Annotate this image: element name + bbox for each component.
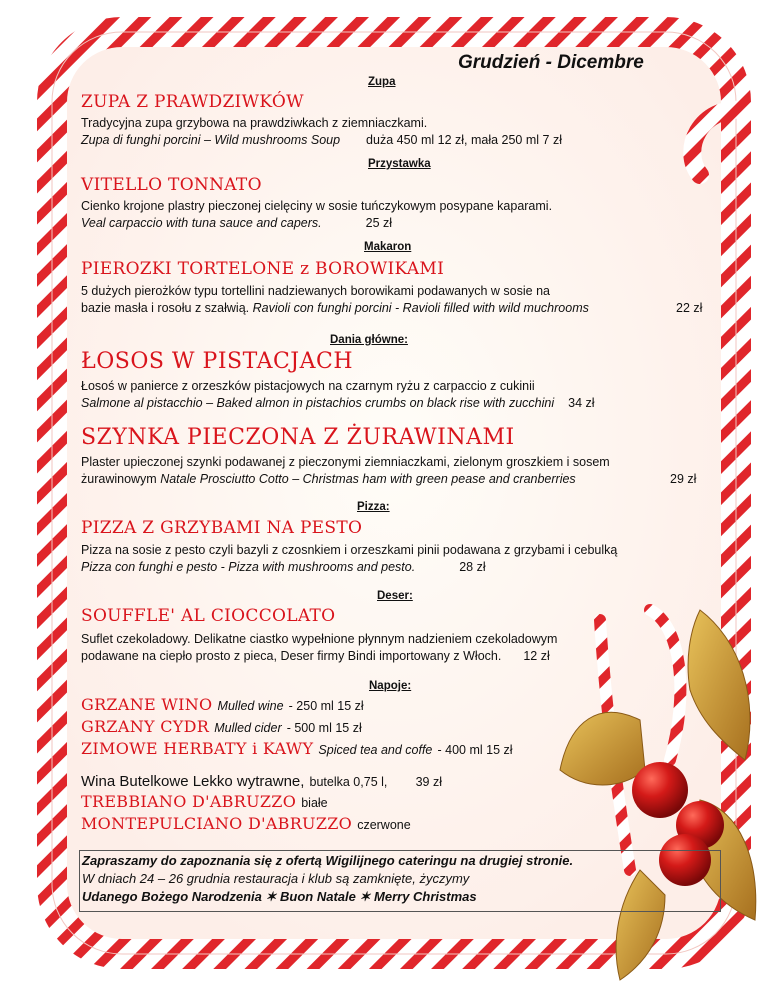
desc-italic: Natale Prosciutto Cotto – Christmas ham with green pease and cranberries: [160, 472, 576, 486]
desc-italic: Salmone al pistacchio – Baked almon in pistachios crumbs on black rise with zucchini: [81, 396, 555, 410]
desc-italic: Veal carpaccio with tuna sauce and capers.: [81, 216, 322, 230]
drink-italic: Spiced tea and coffe: [318, 743, 433, 757]
dish-price: 34 zł: [568, 396, 595, 410]
desc-line: 5 dużych pierożków typu tortellini nadziewanych borowikami podawanych w sosie na: [81, 284, 550, 298]
info-text: [82, 852, 573, 906]
drink-detail: - 500 ml 15 zł: [286, 721, 362, 735]
drink-italic: Mulled wine: [217, 699, 284, 713]
greeting-pl: Udanego Bożego Narodzenia: [82, 889, 262, 904]
info-line: W dniach 24 – 26 grudnia restauracja i klub są zamknięte, życzymy: [82, 871, 470, 886]
greeting-line: [82, 888, 573, 906]
dish-name-pizza: PIZZA Z GRZYBAMI NA PESTO: [81, 518, 363, 538]
dish-desc-pizza: [81, 542, 617, 576]
dish-name-ham: SZYNKA PIECZONA Z ŻURAWINAMI: [81, 425, 515, 450]
dish-name-soup: ZUPA Z PRAWDZIWKÓW: [81, 92, 304, 112]
wine-name: MONTEPULCIANO D'ABRUZZO: [81, 814, 353, 833]
section-heading-zupa: Zupa: [368, 76, 396, 88]
dish-name-starter: VITELLO TONNATO: [81, 175, 262, 195]
page-title: Grudzień - Dicembre: [458, 52, 644, 73]
wine-type: białe: [301, 796, 328, 810]
drink-detail: - 250 ml 15 zł: [288, 699, 364, 713]
dish-name-salmon: ŁOSOS W PISTACJACH: [81, 349, 354, 374]
drink-row: [81, 695, 364, 714]
drink-italic: Mulled cider: [214, 721, 282, 735]
dish-desc-dessert: [81, 631, 557, 665]
desc-italic: Pizza con funghi e pesto - Pizza with mushrooms and pesto.: [81, 560, 416, 574]
desc-italic: Zupa di funghi porcini – Wild mushrooms Soup: [81, 133, 341, 147]
dish-price: duża 450 ml 12 zł, mała 250 ml 7 zł: [366, 133, 562, 147]
desc-line: Suflet czekoladowy. Delikatne ciastko wypełnione płynnym nadzieniem czekoladowym: [81, 632, 558, 646]
desc-line: Łosoś w panierce z orzeszków pistacjowych na czarnym ryżu z carpaccio z cukinii: [81, 379, 535, 393]
desc-line: Pizza na sosie z pesto czyli bazyli z czosnkiem i orzeszkami pinii podawana z grzybami i cebulką: [81, 543, 618, 557]
greeting-en: Merry Christmas: [374, 889, 477, 904]
dish-name-dessert: SOUFFLE' AL CIOCCOLATO: [81, 606, 336, 626]
section-heading-makaron: Makaron: [364, 241, 412, 253]
wine-row-white: [81, 792, 328, 811]
desc-italic: Ravioli con funghi porcini - Ravioli filled with wild muchrooms: [252, 301, 589, 315]
wine-type: czerwone: [357, 818, 411, 832]
desc-line: żurawinowym: [81, 472, 157, 486]
dish-name-pasta: PIEROZKI TORTELONE z BOROWIKAMI: [81, 259, 445, 279]
dish-price: 25 zł: [365, 216, 393, 230]
desc-line: Plaster upieczonej szynki podawanej z pieczonymi ziemniaczkami, zielonym groszkiem i sosem: [81, 455, 610, 469]
drink-row: [81, 739, 513, 758]
dish-price-ham: 29 zł: [670, 472, 697, 486]
star-icon: ✶: [265, 889, 277, 904]
section-heading-pizza: Pizza:: [357, 501, 390, 513]
wine-price: 39 zł: [415, 775, 442, 789]
dish-desc-pasta: [81, 283, 589, 317]
section-heading-przystawka: Przystawka: [368, 158, 431, 170]
info-line: Zapraszamy do zapoznania się z ofertą Wigilijnego cateringu na drugiej stronie.: [82, 853, 574, 868]
dish-price: 12 zł: [523, 649, 550, 663]
section-heading-dania: Dania główne:: [330, 334, 408, 346]
wine-bottle: butelka 0,75 l,: [309, 775, 388, 789]
desc-line: Tradycyjna zupa grzybowa na prawdziwkach z ziemniaczkami.: [81, 116, 428, 130]
drink-row: [81, 717, 362, 736]
dish-desc-salmon: [81, 378, 595, 412]
drink-name: GRZANY CYDR: [81, 717, 210, 736]
dish-price: 28 zł: [459, 560, 486, 574]
dish-desc-soup: [81, 115, 562, 149]
drink-name: ZIMOWE HERBATY i KAWY: [81, 739, 314, 758]
desc-line: podawane na ciepło prosto z pieca, Deser firmy Bindi importowany z Włoch.: [81, 649, 502, 663]
dish-desc-ham: [81, 454, 610, 488]
star-icon: ✶: [359, 889, 371, 904]
section-heading-napoje: Napoje:: [369, 680, 412, 692]
dish-desc-starter: [81, 198, 552, 232]
wine-name: TREBBIANO D'ABRUZZO: [81, 792, 297, 811]
drink-name: GRZANE WINO: [81, 695, 213, 714]
greeting-it: Buon Natale: [280, 889, 356, 904]
wine-heading-row: [81, 771, 442, 790]
drink-detail: - 400 ml 15 zł: [437, 743, 513, 757]
dish-price-pasta: 22 zł: [676, 301, 703, 315]
desc-line: bazie masła i rosołu z szałwią.: [81, 301, 250, 315]
wine-heading: Wina Butelkowe Lekko wytrawne,: [81, 773, 305, 790]
desc-line: Cienko krojone plastry pieczonej cielęciny w sosie tuńczykowym posypane kaparami.: [81, 199, 553, 213]
section-heading-deser: Deser:: [377, 590, 413, 602]
wine-row-red: [81, 814, 411, 833]
